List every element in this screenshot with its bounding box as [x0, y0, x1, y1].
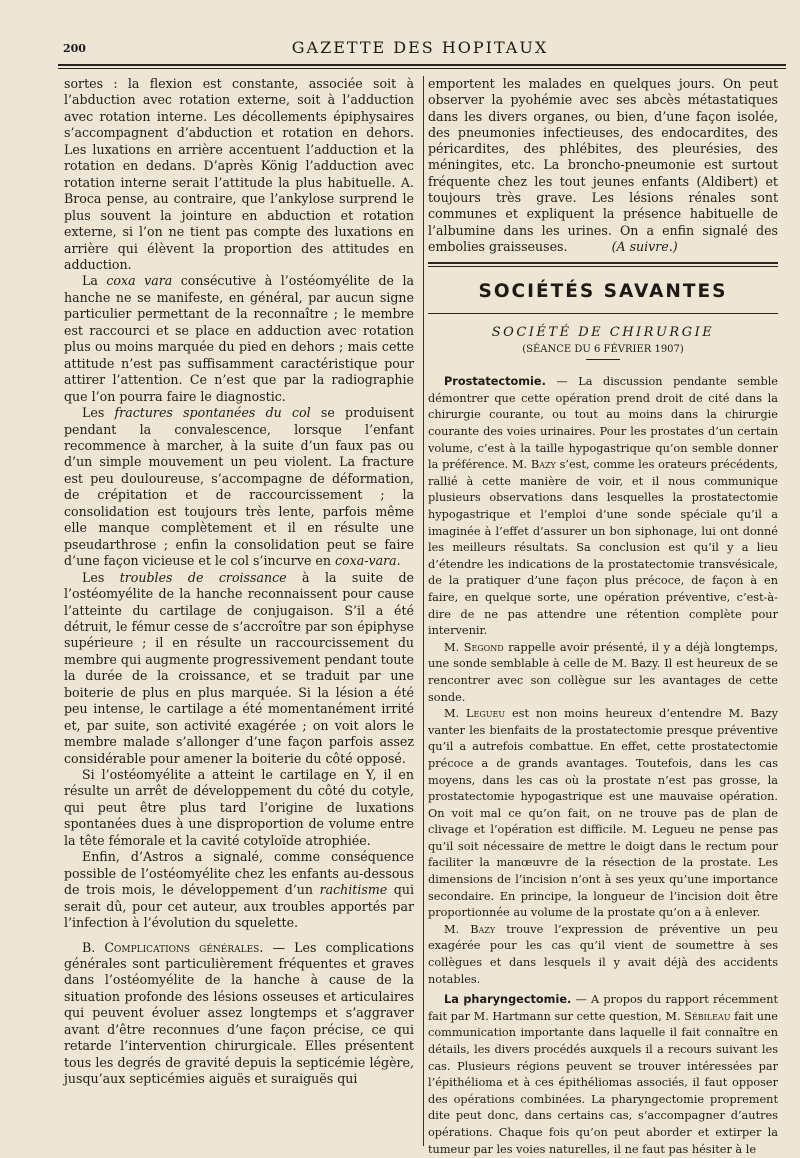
paragraph-text: se produisent pendant la convalescence, lorsque l’enfant recommence à marcher, à la suite d’un faux pas ou d’un simple mouvement un peu violent. La fracture est peu douloureuse, s’accompagne de déformation, de crépitation et de raccourcissement ; la consolidation est toujours très lente, parfois même elle manque complètement et il en résulte une pseudarthrose ; enfin la consolidation peut se faire d’une façon vicieuse et le col s’incurve en	[64, 405, 414, 569]
paragraph-text: — La discussion pendante semble démontrer que cette opération prend droit de cité dans la chirurgie courante, ou tout au moins dans la chirurgie courante des voies urinaires. Pour les prostates d’un certain volume, c’est à la taille hypogastrique qu’on semble donner la préférence. M.	[428, 375, 778, 472]
italic-term: fractures spontanées du col	[114, 405, 311, 421]
paragraph-text: fait une communication importante dans laquelle il fait connaître en détails, les divers procédés auxquels il a recours suivant les cas. Plusieurs régions peuvent se trouver intéressées par l’épithélioma et à ces épithéliomas associés, il faut opposer des opérations combinées. La pharyngectomie proprement dite peut donc, dans certains cas, s’accompagner d’autres opérations. Chaque fois qu’on peut aborder et extirper la tumeur par les voies naturelles, il ne faut pas hésiter à le	[428, 1009, 778, 1156]
page-header	[55, 38, 785, 60]
paragraph-text: emportent les malades en quelques jours. On peut observer la pyohémie avec ses abcès métastatiques dans les divers organes, ou bien, d’une façon isolée, des pneumonies infectieuses, des endocardites, des péricardites, des phlébites, des pleurésies, des méningites, etc. La broncho-pneumonie est surtout fréquente chez les tout jeunes enfants (Aldibert) et toujours très grave. Les lésions rénales sont communes et expliquent la présence habituelle de l’albumine dans les urines. On a enfin signalé des embolies graisseuses.	[428, 76, 778, 254]
paragraph-lead: Prostatectomie.	[444, 375, 546, 389]
paragraph	[64, 76, 414, 273]
short-rule	[586, 359, 620, 360]
paragraph-text: M.	[444, 922, 471, 936]
paragraph-text: La	[82, 273, 107, 289]
to-be-continued: (A suivre.)	[611, 238, 678, 254]
journal-title: GAZETTE DES HOPITAUX	[291, 38, 549, 57]
section-rule	[428, 266, 778, 267]
paragraph	[428, 374, 778, 640]
paragraph	[428, 706, 778, 922]
paragraph-text: à la suite de l’ostéomyélite de la hanche reconnaissent pour cause l’atteinte du cartilage de conjugaison. S’il a été détruit, le fémur cesse de s’accroître par son épiphyse supérieure ; il en résulte un raccourcissement du membre qui augmente progressivement pendant toute la durée de la croissance, et se traduit par une boiterie de plus en plus marquée. Si la lésion a été peu intense, le cartilage a été momentanément irrité et, par suite, son activité exagérée ; on voit alors le membre malade s’allonger d’une façon parfois assez considérable pour amener la boiterie du côté opposé.	[64, 569, 414, 766]
section-title: SOCIÉTÉS SAVANTES	[478, 281, 728, 303]
left-column	[64, 76, 414, 1088]
paragraph	[64, 849, 414, 931]
paragraph-text: est non moins heureux d’entendre M. Bazy vanter les bienfaits de la prostatectomie presque préventive qu’il a autrefois combattue. En effet, cette prostatectomie précoce a de grands avantages. Toutefois, dans les cas moyens, dans les cas où la prostate n’est pas grosse, la prostatectomie hypogastrique est une mauvaise opération. On voit mal ce qu’on fait, on ne trouve pas de plan de clivage et l’opération est difficile. M. Legueu ne pense pas qu’il soit nécessaire de mettre le doigt dans le rectum pour faciliter la manœuvre de la résection de la prostate. Les dimensions de l’incision n’ont à ses yeux qu’une importance secondaire. En principe, la longueur de l’incision doit être proportionnée au volume de la prostate qu’on a à enlever.	[428, 707, 778, 920]
paragraph-text: Les	[82, 405, 115, 421]
paragraph-text: Si l’ostéomyélite a atteint le cartilage en Y, il en résulte un arrêt de développement du côté du cotyle, qui peut être plus tard l’origine de luxations spontanées dues à une disproportion de volume entre la tête fémorale et la cavité cotyloïde atrophiée.	[64, 767, 414, 848]
article-continuation	[428, 76, 778, 255]
italic-term: rachitisme	[319, 882, 388, 898]
paragraph-text: M.	[444, 640, 464, 654]
section-rule	[428, 313, 778, 314]
session-date: (SÉANCE DU 6 FÉVRIER 1907)	[522, 344, 684, 356]
paragraph-text: M.	[444, 707, 467, 721]
paragraph-lead: La pharyngectomie.	[444, 993, 572, 1007]
spacer	[64, 932, 414, 940]
person-name: Legueu	[466, 707, 506, 721]
italic-term: coxa vara	[106, 273, 173, 289]
section-lead: Complications générales.	[104, 939, 264, 955]
italic-term: coxa-vara.	[334, 553, 401, 569]
paragraph-text: B.	[82, 939, 105, 955]
paragraph	[64, 405, 414, 570]
paragraph-text: s’est, comme les orateurs précédents, rallié à cette manière de voir, et il nous communique plusieurs observations dans lesquelles la prostatectomie hypogastrique et l’emploi d’une sonde spéciale qu’il a imaginée à l’effet d’assurer un bon siphonage, lui ont donné les meilleurs résultats. Sa conclusion est qu’il y a lieu d’étendre les indications de la prostatectomie transvésicale, de la pratiquer d’une façon plus précoce, de façon à en faire, en quelque sorte, une opération préventive, c’est-à-dire de ne pas attendre une rétention complète pour intervenir.	[428, 458, 778, 638]
society-title: SOCIÉTÉ DE CHIRURGIE	[491, 325, 715, 341]
person-name: Segond	[463, 640, 504, 654]
column-divider	[423, 76, 424, 1146]
person-name: Sébileau	[684, 1009, 731, 1023]
paragraph	[428, 922, 778, 988]
paragraph	[64, 273, 414, 405]
person-name: Bazy	[530, 458, 556, 472]
paragraph	[428, 992, 778, 1158]
page-number: 200	[63, 42, 86, 55]
header-rule-thin	[58, 68, 786, 69]
section-rule	[428, 262, 778, 264]
header-rule-thick	[58, 64, 786, 66]
paragraph-text: qui serait dû, pour cet auteur, aux troubles apportés par l’infection à l’évolution du squelette.	[64, 882, 414, 931]
paragraph-text: — A propos du rapport récemment fait par M. Hartmann sur cette question, M.	[428, 993, 779, 1023]
paragraph-text: trouve l’expression de préventive un peu exagérée pour les cas qu’il vient de soumettre à ses collègues et dans lesquels il y avait déjà des accidents notables.	[428, 922, 778, 986]
paragraph	[64, 940, 414, 1088]
paragraph	[428, 640, 778, 706]
person-name: Bazy	[470, 922, 496, 936]
paragraph-text: consécutive à l’ostéomyélite de la hanche ne se manifeste, en général, par aucun signe particulier permettant de la reconnaître ; le membre est raccourci et se place en adduction avec rotation plus ou moins marquée du pied en dehors ; mais cette attitude n’est pas suffisamment caractéristique pour attirer l’attention. Ce n’est que par la radiographie que l’on pourra faire le diagnostic.	[64, 273, 415, 404]
paragraph-text: sortes : la flexion est constante, associée soit à l’abduction avec rotation externe, soit à l’adduction avec rotation interne. Les décollements épiphysaires s’accompagnent d’abduction et rotation en dehors. Les luxations en arrière accentuent l’adduction et la rotation en dedans. D’après König l’adduction avec rotation interne serait l’attitude la plus habituelle. A. Broca pense, au contraire, que l’ankylose surprend le plus souvent la jointure en abduction et rotation externe, si l’on ne tient pas compte des luxations en arrière qui élèvent la proportion des attitudes en adduction.	[64, 76, 414, 272]
italic-term: troubles de croissance	[119, 569, 287, 585]
paragraph-text: Les	[82, 569, 120, 585]
paragraph	[64, 570, 414, 767]
paragraph	[64, 767, 414, 849]
paragraph-text: — Les complications générales sont particulièrement fréquentes et graves dans l’ostéomyélite de la hanche à cause de la situation profonde des lésions osseuses et articulaires qui peuvent évoluer assez longtemps et s’aggraver avant d’être reconnues d’une façon précise, ce qui retarde l’intervention chirurgicale. Elles présentent tous les degrés de gravité depuis la septicémie légère, jusqu’aux septicémies aiguës et suraiguës qui	[64, 939, 414, 1087]
right-column	[428, 76, 778, 1158]
paragraph-text: Enfin, d’Astros a signalé, comme conséquence possible de l’ostéomyélite chez les enfants au-dessous de trois mois, le développement d’un	[64, 849, 414, 898]
paragraph	[428, 76, 778, 255]
paragraph-text: rappelle avoir présenté, il y a déjà longtemps, une sonde semblable à celle de M. Bazy. Il est heureux de se rencontrer avec son collègue sur les avantages de cette sonde.	[428, 640, 778, 704]
society-report	[428, 374, 778, 1158]
